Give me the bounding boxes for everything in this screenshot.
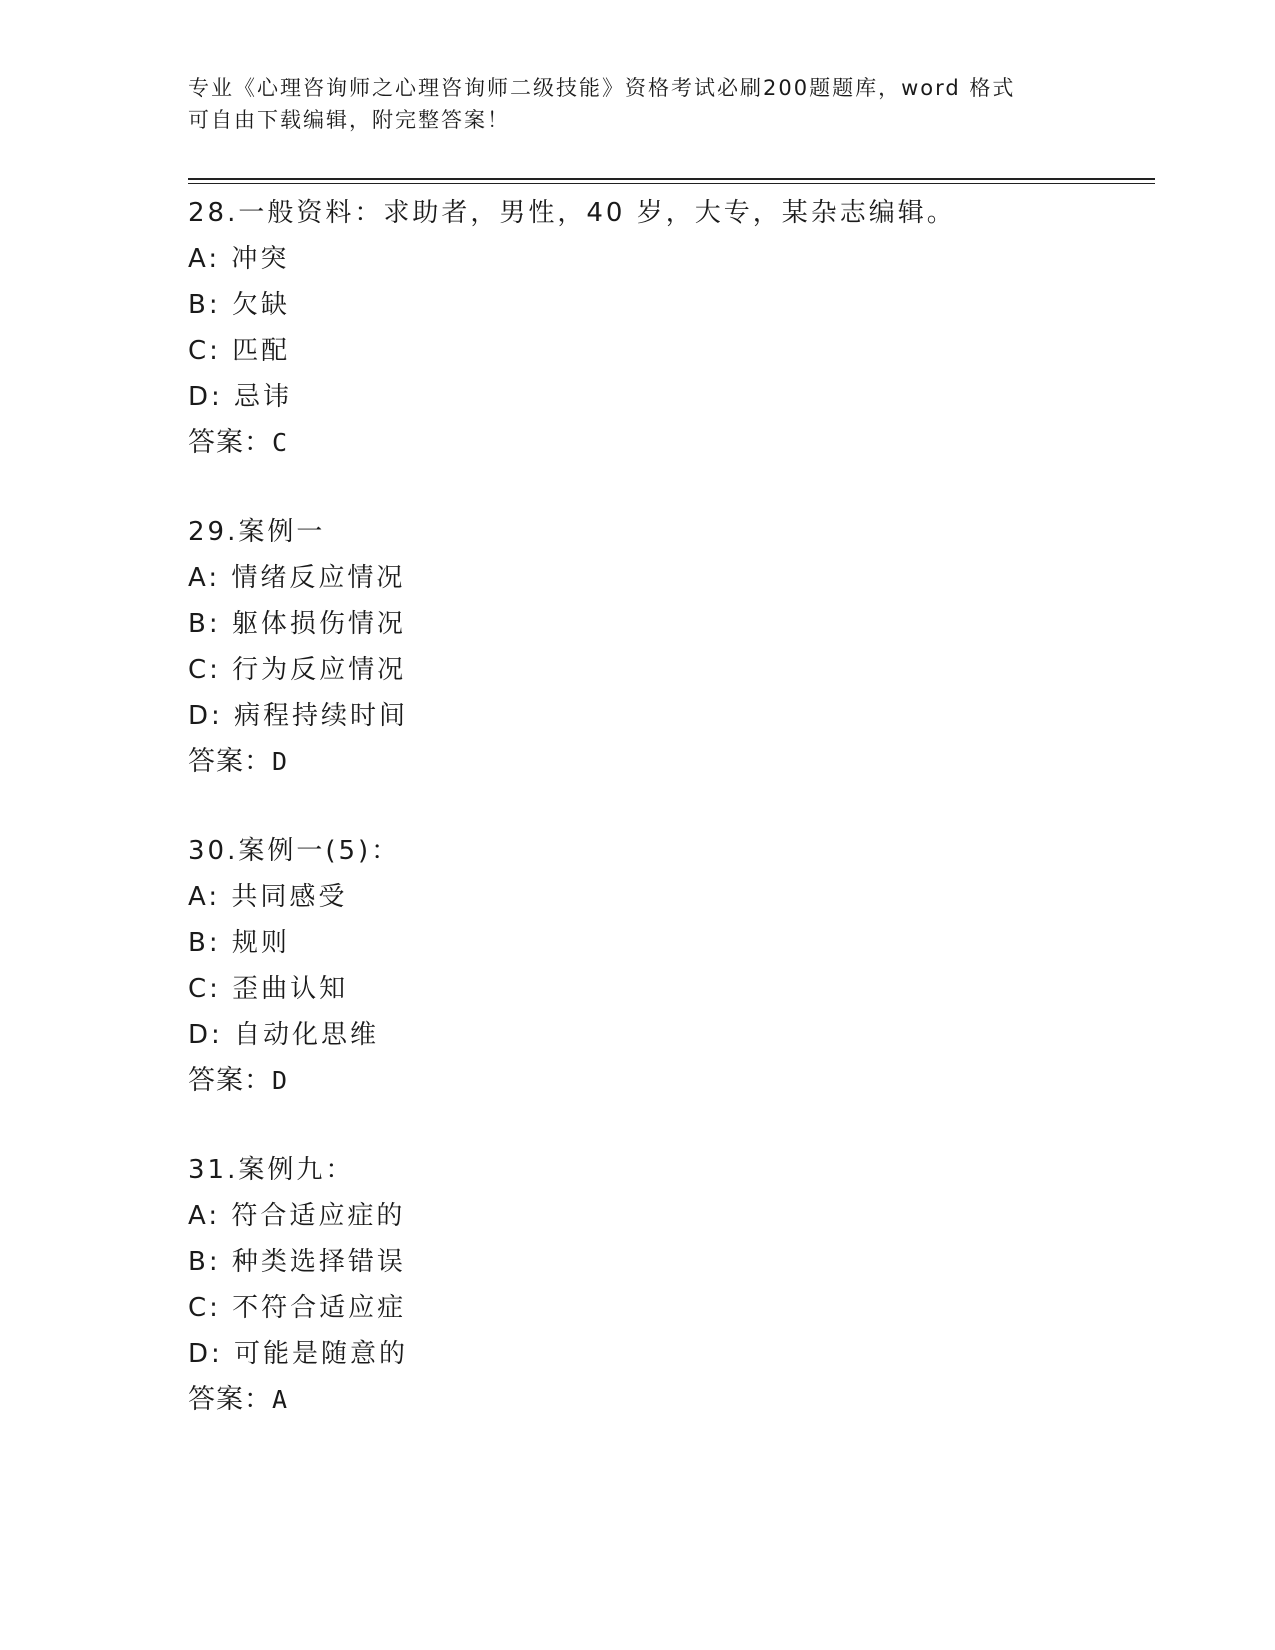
question-30 [188, 828, 1148, 1104]
option-a: A: 情绪反应情况 [188, 563, 406, 593]
question-stem: 31.案例九： [188, 1155, 355, 1185]
option-c: C: 不符合适应症 [188, 1293, 407, 1323]
option-d: D: 病程持续时间 [188, 701, 409, 731]
answer-line [188, 739, 1148, 785]
question-29 [188, 509, 1148, 785]
question-28 [188, 190, 1148, 466]
option-b: B: 欠缺 [188, 290, 290, 320]
option-a: A: 符合适应症的 [188, 1201, 406, 1231]
header-line-2: 可自由下载编辑，附完整答案！ [188, 108, 510, 132]
question-stem: 30.案例一(5)： [188, 836, 401, 866]
option-c: C: 匹配 [188, 336, 291, 366]
option-c: C: 歪曲认知 [188, 974, 349, 1004]
option-b: B: 种类选择错误 [188, 1247, 406, 1277]
answer-label: 答案： [188, 427, 272, 458]
answer-line [188, 420, 1148, 466]
answer-label: 答案： [188, 1384, 272, 1415]
answer-label: 答案： [188, 746, 272, 777]
answer-line [188, 1377, 1148, 1423]
option-d: D: 忌讳 [188, 382, 293, 412]
header-divider-thin [188, 183, 1155, 184]
question-list [188, 190, 1148, 1466]
document-header [188, 72, 1088, 136]
header-line-1: 专业《心理咨询师之心理咨询师二级技能》资格考试必刷200题题库，word 格式 [188, 76, 1016, 100]
option-a: A: 共同感受 [188, 882, 348, 912]
answer-value: D [272, 747, 289, 776]
option-b: B: 躯体损伤情况 [188, 609, 406, 639]
question-stem: 28.一般资料：求助者，男性，40 岁，大专，某杂志编辑。 [188, 198, 956, 228]
question-stem: 29.案例一 [188, 517, 326, 547]
answer-value: D [272, 1066, 289, 1095]
option-d: D: 自动化思维 [188, 1020, 380, 1050]
question-31 [188, 1147, 1148, 1423]
answer-value: C [272, 428, 289, 457]
option-b: B: 规则 [188, 928, 290, 958]
answer-line [188, 1058, 1148, 1104]
answer-value: A [272, 1385, 289, 1414]
answer-label: 答案： [188, 1065, 272, 1096]
option-c: C: 行为反应情况 [188, 655, 407, 685]
option-d: D: 可能是随意的 [188, 1339, 409, 1369]
header-divider-thick [188, 178, 1155, 180]
option-a: A: 冲突 [188, 244, 290, 274]
